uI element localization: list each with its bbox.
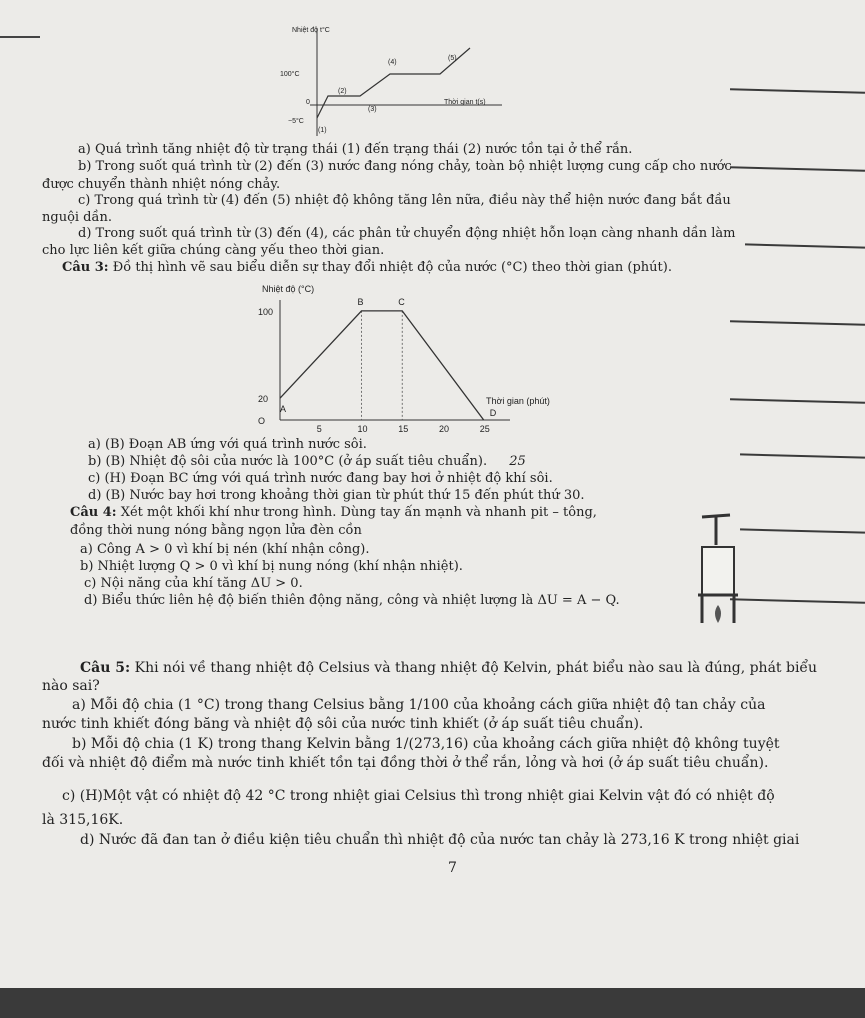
q2-statement-b-line2: được chuyển thành nhiệt nóng chảy. [42,177,281,192]
graph1-stage-3: (3) [368,106,377,113]
q5-label: Câu 5: [80,660,131,676]
y-axis-label: Nhiệt độ (°C) [262,284,315,294]
background-rule-left [0,36,40,38]
point-label-c: C [398,296,405,307]
handwritten-note: 25 [509,454,526,469]
q4-text: Xét một khối khí như trong hình. Dùng tay ấn mạnh và nhanh pit – tông, [120,505,597,520]
q3-statement-d: d) (B) Nước bay hơi trong khoảng thời gian từ phút thứ 15 đến phút thứ 30. [88,488,585,503]
x-tick-label: 10 [357,424,368,434]
graph1-ytick-minus5: −5°C [288,118,304,125]
q4-prompt-line1 [70,505,597,520]
graph1-ytick-0: 0 [306,99,310,106]
temperature-time-chart [250,278,580,438]
q2-statement-c-line1: c) Trong quá trình từ (4) đến (5) nhiệt độ không tăng lên nữa, điều này thể hiện nước đang bắt đầu [78,193,731,208]
q5-statement-a-line1: a) Mỗi độ chia (1 °C) trong thang Celsius bằng 1/100 của khoảng cách giữa nhiệt độ tan chảy của [72,697,766,713]
piston-cylinder-icon [690,505,770,625]
q2-statement-b-line1: b) Trong suốt quá trình từ (2) đến (3) nước đang nóng chảy, toàn bộ nhiệt lượng cung cấp cho nước [78,159,732,174]
q5-statement-b-line2: đối và nhiệt độ điểm mà nước tinh khiết tồn tại đồng thời ở thể rắn, lỏng và hơi (ở áp suất tiêu chuẩn). [42,755,769,771]
q5-text: Khi nói về thang nhiệt độ Celsius và thang nhiệt độ Kelvin, phát biểu nào sau là đúng, phát biểu [134,660,818,676]
q5-statement-c-line2: là 315,16K. [42,812,124,828]
q5-statement-b-line1: b) Mỗi độ chia (1 K) trong thang Kelvin bằng 1/(273,16) của khoảng cách giữa nhiệt độ không tuyệt [72,736,780,752]
x-tick-label: 20 [438,424,449,434]
y-tick-label: O [258,416,266,426]
x-tick-label: 5 [316,424,322,434]
graph1-stage-2: (2) [338,88,347,95]
q3-text: Đồ thị hình vẽ sau biểu diễn sự thay đổi nhiệt độ của nước (°C) theo thời gian (phút). [112,260,672,275]
q3-statement-c: c) (H) Đoạn BC ứng với quá trình nước đang bay hơi ở nhiệt độ khí sôi. [88,471,553,486]
q4-statement-c: c) Nội năng của khí tăng ΔU > 0. [84,576,303,591]
q3-prompt [62,260,672,275]
y-tick-label: 100 [258,306,274,317]
q5-statement-a-line2: nước tinh khiết đóng băng và nhiệt độ sôi của nước tinh khiết (ở áp suất tiêu chuẩn). [42,716,644,732]
q5-statement-d: d) Nước đã đan tan ở điều kiện tiêu chuẩn thì nhiệt độ của nước tan chảy là 273,16 K trong nhiệt giai [80,832,800,848]
y-tick-label: 20 [258,394,269,405]
graph1-stage-5: (5) [448,55,457,62]
q4-statement-d: d) Biểu thức liên hệ độ biến thiên động năng, công và nhiệt lượng là ΔU = A − Q. [84,593,620,608]
x-tick-label: 25 [479,424,490,434]
q2-statement-c-line2: nguội dần. [42,210,112,225]
q3-label: Câu 3: [62,260,109,275]
graph1-stage-1: (1) [318,127,327,134]
q2-statement-d-line1: d) Trong suốt quá trình từ (3) đến (4), các phân tử chuyển động nhiệt hỗn loạn càng nhanh dần làm [78,226,736,241]
q3-statement-b [88,454,526,469]
q2-statement-a: a) Quá trình tăng nhiệt độ từ trạng thái (1) đến trạng thái (2) nước tồn tại ở thể rắn. [78,142,633,157]
point-label-d: D [489,408,497,418]
x-axis-label: Thời gian (phút) [486,396,550,406]
point-label-a: A [280,404,287,415]
page-number: 7 [448,860,457,876]
graph1-stage-4: (4) [388,59,397,66]
q3-statement-b-text: b) (B) Nhiệt độ sôi của nước là 100°C (ở áp suất tiêu chuẩn). [88,454,488,469]
q5-prompt-line2: nào sai? [42,678,100,694]
graph1-ytick-100: 100°C [280,71,300,78]
q2-statement-d-line2: cho lực liên kết giữa chúng càng yếu theo thời gian. [42,243,385,258]
q4-statement-b: b) Nhiệt lượng Q > 0 vì khí bị nung nóng (khí nhận nhiệt). [80,559,463,574]
graph1-ylabel: Nhiệt độ t°C [292,27,330,34]
q3-statement-a: a) (B) Đoạn AB ứng với quá trình nước sôi. [88,437,367,452]
q5-prompt-line1 [80,660,817,676]
x-tick-label: 15 [398,424,409,434]
phase-change-graph [270,18,510,138]
page-bottom-edge [0,988,865,1018]
q5-statement-c-line1: c) (H)Một vật có nhiệt độ 42 °C trong nhiệt giai Celsius thì trong nhiệt giai Kelvin vật đó có nhiệt độ [62,788,775,804]
q4-label: Câu 4: [70,505,117,520]
series-line [280,311,484,420]
q4-statement-a: a) Công A > 0 vì khí bị nén (khí nhận công). [80,542,370,557]
q4-prompt-line2: đồng thời nung nóng bằng ngọn lửa đèn cồn [70,523,362,538]
graph1-xlabel: Thời gian t(s) [444,99,486,106]
point-label-b: B [357,296,364,307]
